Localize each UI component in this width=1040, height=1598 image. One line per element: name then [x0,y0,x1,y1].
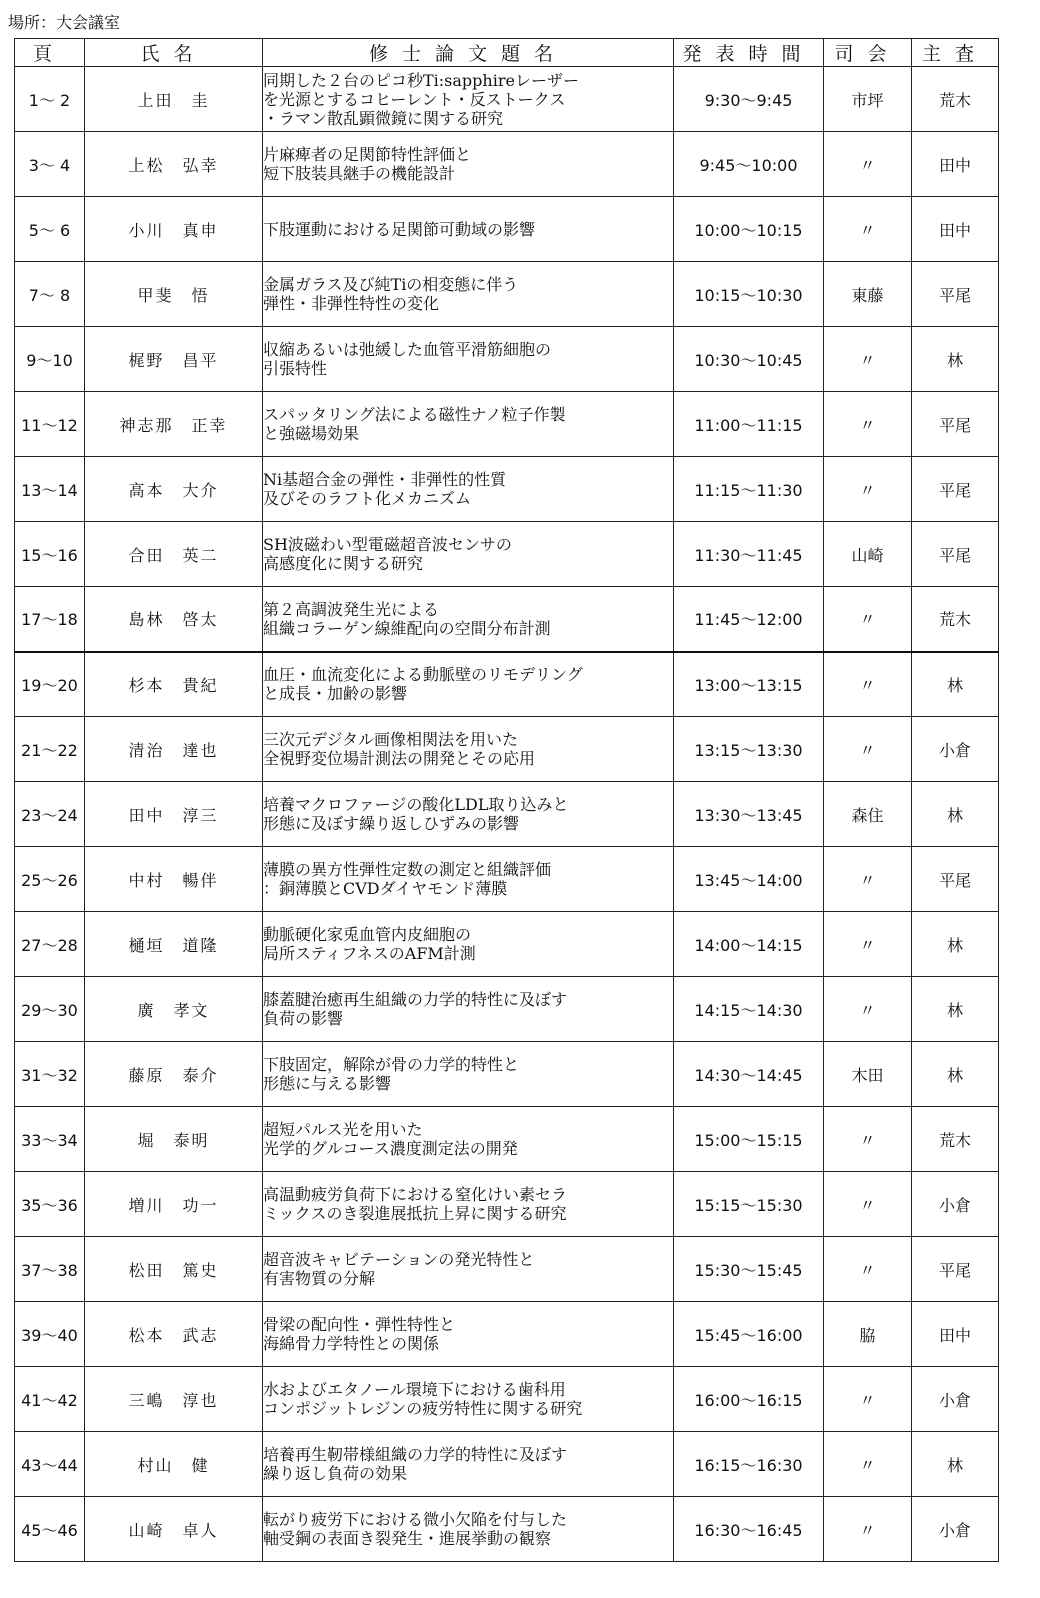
page-range: 9～10 [15,327,85,392]
thesis-title-line: 下肢運動における足関節可動域の影響 [263,219,536,239]
page-range: 29～30 [15,977,85,1042]
header-page: 頁 [15,39,85,67]
presentation-time: 14:15～14:30 [674,977,824,1042]
chief-examiner: 平尾 [912,392,999,457]
header-examiner: 主査 [912,39,999,67]
chairperson: 〃 [824,197,912,262]
table-row [15,132,999,197]
presentation-time: 13:15～13:30 [674,717,824,782]
thesis-title [263,717,674,782]
table-row [15,1107,999,1172]
thesis-title-line: 三次元デジタル画像相関法を用いた [263,730,519,749]
student-name: 甲斐 悟 [85,262,263,327]
thesis-title-line: 繰り返し負荷の効果 [263,1464,408,1483]
table-row [15,717,999,782]
thesis-title-line: 軸受鋼の表面き裂発生・進展挙動の観察 [263,1529,552,1548]
student-name: 藤原 泰介 [85,1042,263,1107]
presentation-time: 16:00～16:15 [674,1367,824,1432]
student-name: 杉本 貴紀 [85,652,263,717]
chief-examiner: 小倉 [912,1367,999,1432]
student-name: 合田 英二 [85,522,263,587]
thesis-title-line: 動脈硬化家兎血管内皮細胞の [263,925,472,944]
thesis-title [263,132,674,197]
page-range: 37～38 [15,1237,85,1302]
presentation-time: 16:30～16:45 [674,1497,824,1562]
thesis-title-line: 骨梁の配向性・弾性特性と [263,1315,456,1334]
chairperson: 〃 [824,652,912,717]
thesis-title-line: 海綿骨力学特性との関係 [263,1334,440,1353]
thesis-title-line: 収縮あるいは弛緩した血管平滑筋細胞の [263,340,552,359]
chairperson: 東藤 [824,262,912,327]
thesis-title-line: 超短パルス光を用いた [263,1120,423,1139]
chief-examiner: 林 [912,1432,999,1497]
table-row [15,197,999,262]
page-range: 21～22 [15,717,85,782]
thesis-title [263,1172,674,1237]
thesis-title [263,522,674,587]
thesis-title-line: ミックスのき裂進展抵抗上昇に関する研究 [263,1204,567,1223]
thesis-title [263,327,674,392]
table-row [15,782,999,847]
presentation-time: 15:45～16:00 [674,1302,824,1367]
chairperson: 〃 [824,1107,912,1172]
thesis-title-line: 第２高調波発生光による [263,599,440,619]
chief-examiner: 林 [912,977,999,1042]
thesis-title-line: 金属ガラス及び純Tiの相変態に伴う [263,275,519,294]
thesis-title [263,587,674,652]
thesis-title-line: 及びそのラフト化メカニズム [263,489,472,508]
student-name: 清治 達也 [85,717,263,782]
table-row [15,327,999,392]
thesis-title-line: 片麻痺者の足関節特性評価と [263,145,472,164]
student-name: 中村 暢伴 [85,847,263,912]
chairperson: 〃 [824,1497,912,1562]
presentation-time: 15:00～15:15 [674,1107,824,1172]
header-name: 氏名 [85,39,263,67]
thesis-title-line: 血圧・血流変化による動脈壁のリモデリング [263,665,583,685]
student-name: 神志那 正幸 [85,392,263,457]
presentation-time: 14:30～14:45 [674,1042,824,1107]
thesis-title-line: 高温動疲労負荷下における窒化けい素セラ [263,1185,568,1204]
student-name: 田中 淳三 [85,782,263,847]
thesis-title [263,1367,674,1432]
location-label: 場所：大会議室 [8,13,121,32]
chairperson: 〃 [824,977,912,1042]
student-name: 廣 孝文 [85,977,263,1042]
thesis-title-line: 水およびエタノール環境下における歯科用 [263,1380,566,1399]
page-range: 43～44 [15,1432,85,1497]
thesis-title-line: 組織コラーゲン線維配向の空間分布計測 [263,618,551,638]
table-row [15,1497,999,1562]
chief-examiner: 平尾 [912,847,999,912]
student-name: 島林 啓太 [85,587,263,652]
chief-examiner: 林 [912,652,999,717]
thesis-title-line: Ni基超合金の弾性・非弾性的性質 [263,470,507,489]
page-range: 1～ 2 [15,67,85,132]
chairperson: 〃 [824,717,912,782]
thesis-title [263,652,674,717]
thesis-title-line: 下肢固定，解除が骨の力学的特性と [263,1055,520,1074]
table-row [15,587,999,652]
page-range: 27～28 [15,912,85,977]
student-name: 三嶋 淳也 [85,1367,263,1432]
chief-examiner: 荒木 [912,587,999,652]
chairperson: 山崎 [824,522,912,587]
presentation-time: 11:30～11:45 [674,522,824,587]
thesis-title-line: 負荷の影響 [263,1009,344,1028]
page-range: 5～ 6 [15,197,85,262]
thesis-title [263,912,674,977]
chief-examiner: 林 [912,782,999,847]
chairperson: 〃 [824,1367,912,1432]
page-range: 7～ 8 [15,262,85,327]
chief-examiner: 田中 [912,197,999,262]
table-row [15,392,999,457]
table-row [15,457,999,522]
table-header [15,39,999,67]
presentation-time: 9:45～10:00 [674,132,824,197]
presentation-time: 15:15～15:30 [674,1172,824,1237]
student-name: 松本 武志 [85,1302,263,1367]
table-row [15,67,999,132]
thesis-title-line: 薄膜の異方性弾性定数の測定と組織評価 [263,860,552,879]
page-range: 23～24 [15,782,85,847]
thesis-title [263,1432,674,1497]
chief-examiner: 平尾 [912,1237,999,1302]
thesis-title [263,977,674,1042]
thesis-title-line: 弾性・非弾性特性の変化 [263,294,440,313]
chairperson: 〃 [824,847,912,912]
chief-examiner: 田中 [912,132,999,197]
page-range: 25～26 [15,847,85,912]
thesis-title-line: 同期した２台のピコ秒Ti:sapphireレーザー [263,70,579,90]
chairperson: 〃 [824,327,912,392]
thesis-title-line: 形態に及ぼす繰り返しひずみの影響 [263,814,520,833]
presentation-time: 10:15～10:30 [674,262,824,327]
thesis-title-line: 短下肢装具継手の機能設計 [263,164,456,183]
presentation-time: 11:00～11:15 [674,392,824,457]
thesis-title [263,262,674,327]
chairperson: 〃 [824,392,912,457]
student-name: 小川 真申 [85,197,263,262]
thesis-title-line: 有害物質の分解 [263,1269,376,1288]
page-range: 19～20 [15,652,85,717]
page-range: 15～16 [15,522,85,587]
thesis-title [263,392,674,457]
presentation-time: 11:45～12:00 [674,587,824,652]
thesis-title [263,457,674,522]
chairperson: 市坪 [824,67,912,132]
presentation-time: 14:00～14:15 [674,912,824,977]
thesis-title-line: ・ラマン散乱顕微鏡に関する研究 [263,108,504,128]
chairperson: 〃 [824,132,912,197]
table-row [15,522,999,587]
thesis-title [263,847,674,912]
student-name: 村山 健 [85,1432,263,1497]
presentation-time: 13:30～13:45 [674,782,824,847]
page-range: 35～36 [15,1172,85,1237]
thesis-title-line: 培養マクロファージの酸化LDL取り込みと [263,795,569,814]
chief-examiner: 小倉 [912,1172,999,1237]
student-name: 上田 圭 [85,67,263,132]
chief-examiner: 林 [912,1042,999,1107]
student-name: 樋垣 道隆 [85,912,263,977]
thesis-title [263,1237,674,1302]
thesis-title-line: 高感度化に関する研究 [263,554,424,573]
page-range: 3～ 4 [15,132,85,197]
student-name: 堀 泰明 [85,1107,263,1172]
thesis-title-line: 形態に与える影響 [263,1074,392,1093]
chief-examiner: 林 [912,327,999,392]
chief-examiner: 平尾 [912,457,999,522]
thesis-title-line: を光源とするコヒーレント・反ストークス [263,89,566,109]
chief-examiner: 平尾 [912,262,999,327]
table-row [15,1367,999,1432]
chairperson: 脇 [824,1302,912,1367]
thesis-title-line: 引張特性 [263,359,328,378]
thesis-title-line: と成長・加齢の影響 [263,684,408,704]
table-row [15,1432,999,1497]
thesis-title-line: コンポジットレジンの疲労特性に関する研究 [263,1399,583,1418]
presentation-time: 13:00～13:15 [674,652,824,717]
page-range: 39～40 [15,1302,85,1367]
thesis-title-line: 光学的グルコース濃度測定法の開発 [263,1139,518,1158]
chief-examiner: 荒木 [912,1107,999,1172]
student-name: 松田 篤史 [85,1237,263,1302]
thesis-title-line: 超音波キャビテーションの発光特性と [263,1250,535,1269]
header-title: 修士論文題名 [263,39,674,67]
presentation-time: 16:15～16:30 [674,1432,824,1497]
student-name: 上松 弘幸 [85,132,263,197]
header-chair: 司会 [824,39,912,67]
thesis-title-line: 局所スティフネスのAFM計測 [263,944,476,963]
chairperson: 森住 [824,782,912,847]
student-name: 山崎 卓人 [85,1497,263,1562]
thesis-title [263,1042,674,1107]
chairperson: 〃 [824,457,912,522]
thesis-title [263,1497,674,1562]
table-row [15,912,999,977]
thesis-title [263,67,674,132]
presentation-time: 11:15～11:30 [674,457,824,522]
table-row [15,262,999,327]
table-row [15,652,999,717]
student-name: 高本 大介 [85,457,263,522]
table-row [15,1302,999,1367]
thesis-title-line: スパッタリング法による磁性ナノ粒子作製 [263,405,566,424]
header-time: 発表時間 [674,39,824,67]
thesis-title [263,782,674,847]
chief-examiner: 平尾 [912,522,999,587]
table-row [15,1237,999,1302]
thesis-title-line: と強磁場効果 [263,424,360,443]
page-range: 31～32 [15,1042,85,1107]
chairperson: 〃 [824,912,912,977]
presentation-time: 15:30～15:45 [674,1237,824,1302]
chairperson: 〃 [824,1172,912,1237]
presentation-time: 13:45～14:00 [674,847,824,912]
thesis-title [263,1302,674,1367]
chairperson: 〃 [824,1432,912,1497]
thesis-title [263,197,674,262]
chief-examiner: 荒木 [912,67,999,132]
page-range: 45～46 [15,1497,85,1562]
presentation-time: 10:30～10:45 [674,327,824,392]
thesis-title [263,1107,674,1172]
chairperson: 木田 [824,1042,912,1107]
table-row [15,1042,999,1107]
table-body [15,67,999,1562]
table-row [15,977,999,1042]
chairperson: 〃 [824,587,912,652]
table-row [15,847,999,912]
chief-examiner: 田中 [912,1302,999,1367]
presentation-time: 9:30～9:45 [674,67,824,132]
thesis-title-line: SH波磁わい型電磁超音波センサの [263,535,512,554]
page-range: 13～14 [15,457,85,522]
thesis-title-line: 培養再生靭帯様組織の力学的特性に及ぼす [263,1445,568,1464]
thesis-title-line: 転がり疲労下における微小欠陥を付与した [263,1510,568,1529]
chief-examiner: 小倉 [912,717,999,782]
schedule-table [14,38,999,1562]
page-range: 17～18 [15,587,85,652]
page-range: 11～12 [15,392,85,457]
chief-examiner: 小倉 [912,1497,999,1562]
thesis-title-line: 全視野変位場計測法の開発とその応用 [263,749,536,768]
chairperson: 〃 [824,1237,912,1302]
table-row [15,1172,999,1237]
thesis-title-line: 膝蓋腱治癒再生組織の力学的特性に及ぼす [263,990,568,1009]
page-range: 33～34 [15,1107,85,1172]
student-name: 梶野 昌平 [85,327,263,392]
chief-examiner: 林 [912,912,999,977]
student-name: 増川 功一 [85,1172,263,1237]
presentation-time: 10:00～10:15 [674,197,824,262]
page-range: 41～42 [15,1367,85,1432]
thesis-title-line: ：銅薄膜とCVDダイヤモンド薄膜 [263,879,508,898]
